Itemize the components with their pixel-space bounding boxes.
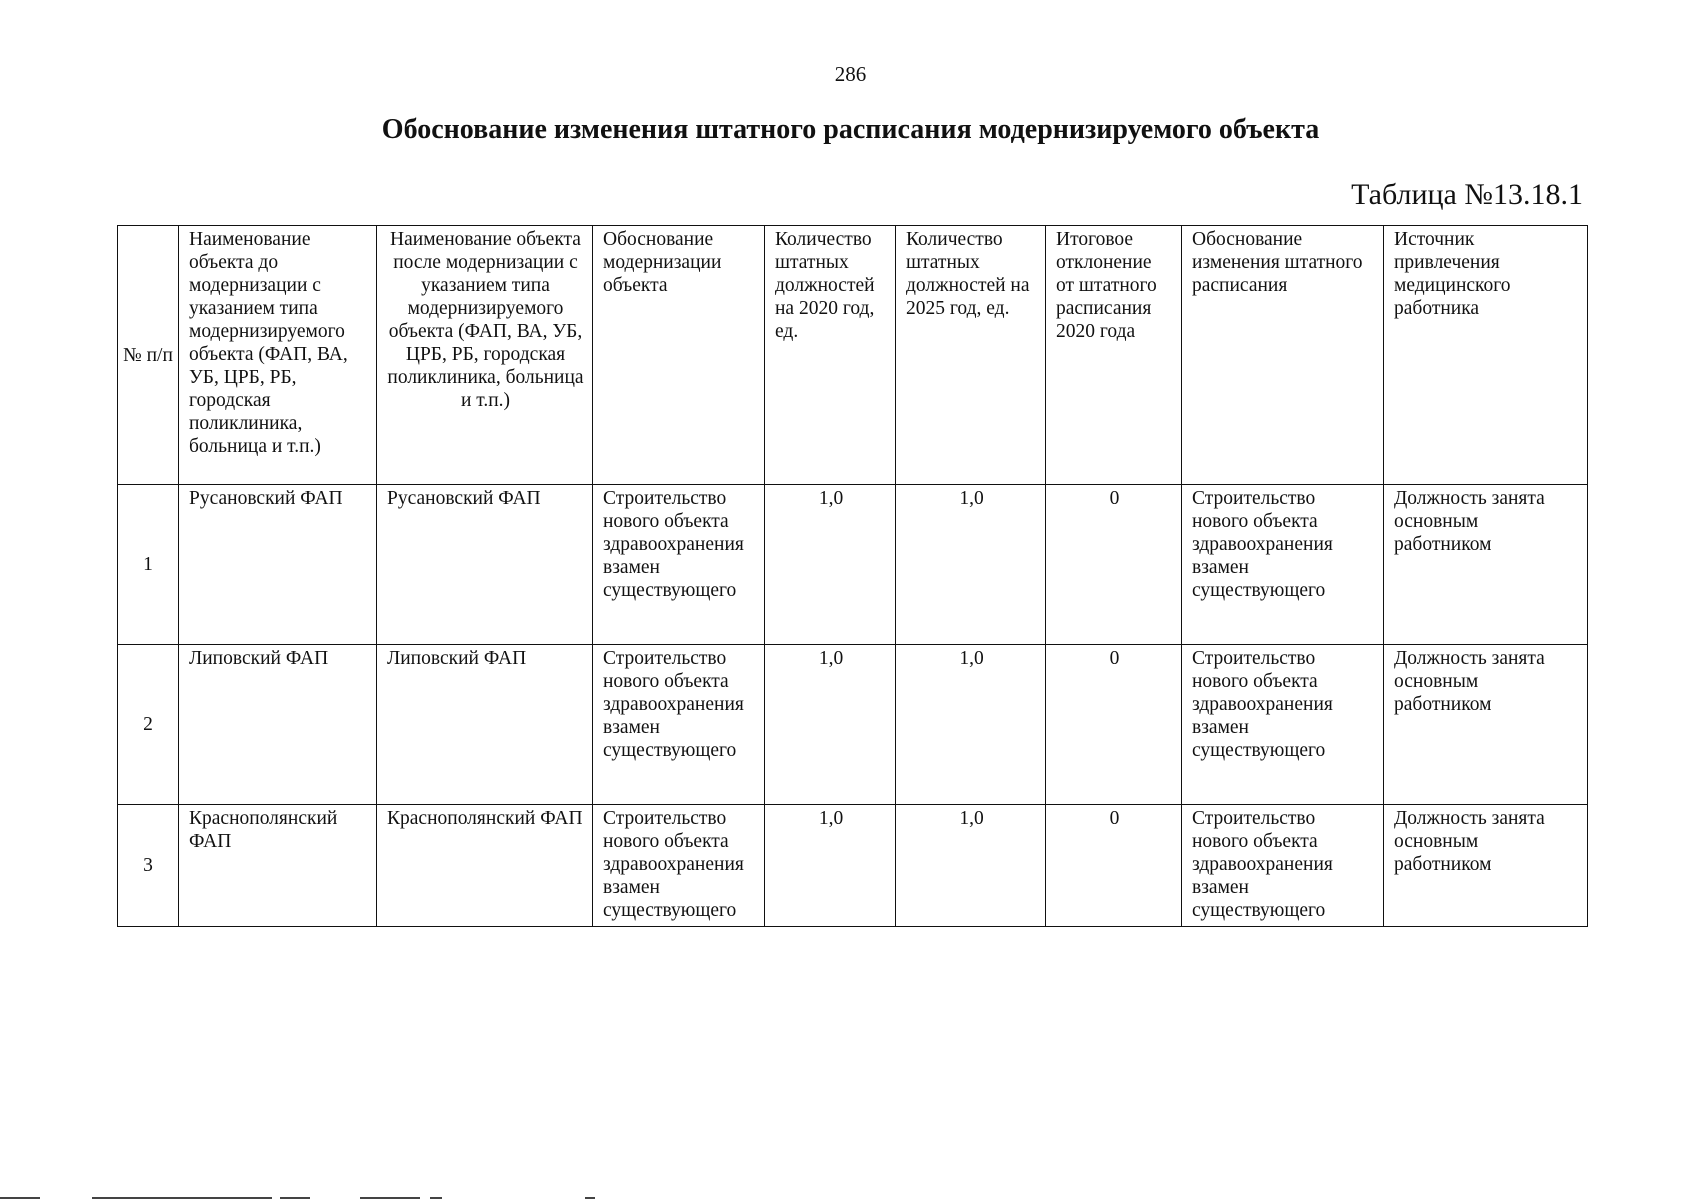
modernization-reason: Строительство нового объекта здравоохранения взамен существующего bbox=[593, 645, 765, 805]
staff-2020: 1,0 bbox=[765, 805, 896, 927]
row-number: 3 bbox=[118, 805, 179, 927]
staff-2020: 1,0 bbox=[765, 485, 896, 645]
header-staff-2020: Количество штатных должностей на 2020 год, ед. bbox=[765, 226, 896, 485]
page-number: 286 bbox=[834, 62, 867, 86]
header-object-after: Наименование объекта после модернизации с указанием типа модернизируемого объекта (ФАП, ВА, УБ, ЦРБ, РБ, городская поликлиника, больница и т.п.) bbox=[377, 226, 593, 485]
table-caption: Таблица №13.18.1 bbox=[1351, 178, 1583, 211]
table-header-row bbox=[118, 226, 1588, 485]
row-number: 2 bbox=[118, 645, 179, 805]
header-worker-source: Источник привлечения медицинского работника bbox=[1384, 226, 1588, 485]
table-row bbox=[118, 485, 1588, 645]
total-deviation: 0 bbox=[1046, 805, 1182, 927]
total-deviation: 0 bbox=[1046, 645, 1182, 805]
object-before: Краснополянский ФАП bbox=[179, 805, 377, 927]
table-row bbox=[118, 645, 1588, 805]
header-number: № п/п bbox=[118, 226, 179, 485]
page-title: Обоснование изменения штатного расписания модернизируемого объекта bbox=[381, 114, 1320, 145]
staffing-table bbox=[117, 225, 1588, 927]
staff-2025: 1,0 bbox=[896, 485, 1046, 645]
change-reason: Строительство нового объекта здравоохранения взамен существующего bbox=[1182, 645, 1384, 805]
object-after: Липовский ФАП bbox=[377, 645, 593, 805]
change-reason: Строительство нового объекта здравоохранения взамен существующего bbox=[1182, 805, 1384, 927]
modernization-reason: Строительство нового объекта здравоохранения взамен существующего bbox=[593, 485, 765, 645]
modernization-reason: Строительство нового объекта здравоохранения взамен существующего bbox=[593, 805, 765, 927]
staff-2020: 1,0 bbox=[765, 645, 896, 805]
object-after: Русановский ФАП bbox=[377, 485, 593, 645]
change-reason: Строительство нового объекта здравоохранения взамен существующего bbox=[1182, 485, 1384, 645]
object-before: Липовский ФАП bbox=[179, 645, 377, 805]
worker-source: Должность занята основным работником bbox=[1384, 645, 1588, 805]
worker-source: Должность занята основным работником bbox=[1384, 485, 1588, 645]
object-before: Русановский ФАП bbox=[179, 485, 377, 645]
header-staff-2025: Количество штатных должностей на 2025 год, ед. bbox=[896, 226, 1046, 485]
header-modernization-reason: Обоснование модернизации объекта bbox=[593, 226, 765, 485]
staff-2025: 1,0 bbox=[896, 805, 1046, 927]
total-deviation: 0 bbox=[1046, 485, 1182, 645]
header-total-deviation: Итоговое отклонение от штатного расписания 2020 года bbox=[1046, 226, 1182, 485]
staff-2025: 1,0 bbox=[896, 645, 1046, 805]
worker-source: Должность занята основным работником bbox=[1384, 805, 1588, 927]
header-change-reason: Обоснование изменения штатного расписания bbox=[1182, 226, 1384, 485]
table-row bbox=[118, 805, 1588, 927]
object-after: Краснополянский ФАП bbox=[377, 805, 593, 927]
row-number: 1 bbox=[118, 485, 179, 645]
header-object-before: Наименование объекта до модернизации с указанием типа модернизируемого объекта (ФАП, ВА, УБ, ЦРБ, РБ, городская поликлиника, больница и т.п.) bbox=[179, 226, 377, 485]
